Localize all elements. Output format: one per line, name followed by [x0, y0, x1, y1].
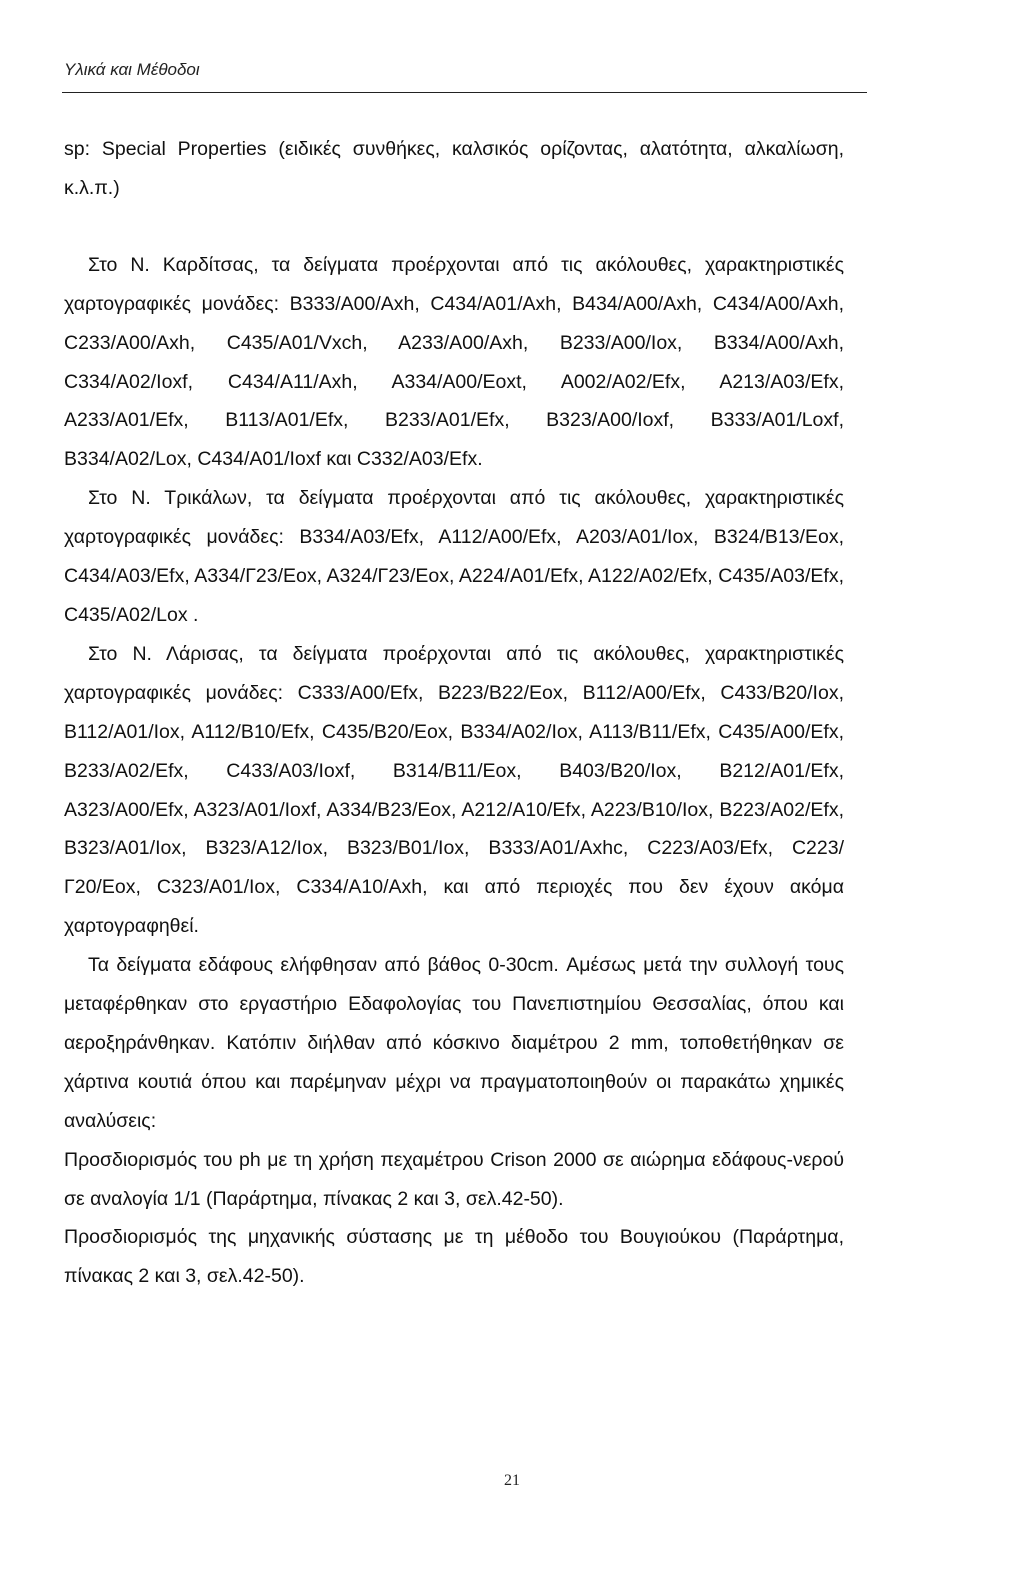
- paragraph-karditsa: Στο Ν. Καρδίτσας, τα δείγματα προέρχονται από τις ακόλουθες, χαρακτηριστικές χαρτογραφικές μονάδες: Β333/Α00/Axh, C434/A01/Axh, B434/A00/Axh, C434/A00/Axh, C233/A00/Axh, C435/A01/Vxch, A233/A00/Axh, B233/A00/Iox, B334/A00/Axh, C334/A02/Ioxf, C434/A11/Axh, A334/A00/Eoxt, A002/A02/Efx, A213/A03/Efx, A233/A01/Efx, B113/A01/Efx, B233/A01/Efx, B323/A00/Ioxf, B333/A01/Loxf, B334/A02/Lox, C434/A01/Ioxf και C332/A03/Efx.: [64, 253, 844, 471]
- paragraph-trikala: Στο Ν. Τρικάλων, τα δείγματα προέρχονται από τις ακόλουθες, χαρακτηριστικές χαρτογραφικές μονάδες: B334/A03/Efx, A112/A00/Efx, A203/A01/Iox, B324/B13/Eox, C434/A03/Efx, A334/Γ23/Eox, A324/Γ23/Eox, A224/A01/Efx, A122/A02/Efx, C435/A03/Efx, C435/A02/Lox .: [64, 487, 844, 626]
- paragraph-larisa: Στο Ν. Λάρισας, τα δείγματα προέρχονται από τις ακόλουθες, χαρακτηριστικές χαρτογραφικές μονάδες: C333/A00/Efx, B223/B22/Eox, B112/A00/Efx, C433/B20/Iox, B112/A01/Iox, A112/B10/Efx, C435/B20/Eox, B334/A02/Iox, A113/B11/Efx, C435/A00/Efx, B233/A02/Efx, C433/A03/Ioxf, B314/B11/Eox, B403/B20/Iox, B212/A01/Efx, A323/A00/Efx, A323/A01/Ioxf, A334/B23/Eox, A212/A10/Efx, A223/B10/Iox, B223/A02/Efx, B323/A01/Iox, B323/A12/Iox, B323/B01/Iox, B333/A01/Axhc, C223/A03/Efx, C223/Γ20/Eox, C323/A01/Iox, C334/A10/Axh, και από περιοχές που δεν έχουν ακόμα χαρτογραφηθεί.: [64, 642, 844, 938]
- paragraph-ph-method: Προσδιορισμός του ph με τη χρήση πεχαμέτρου Crison 2000 σε αιώρημα εδάφους-νερού σε αναλογία 1/1 (Παράρτημα, πίνακας 2 και 3, σελ.42-50).: [64, 1148, 844, 1210]
- paragraph-texture-method: Προσδιορισμός της μηχανικής σύστασης με τη μέθοδο του Βουγιούκου (Παράρτημα, πίνακας 2 και 3, σελ.42-50).: [64, 1226, 844, 1288]
- page-number: 21: [504, 1472, 520, 1489]
- paragraph-sampling: Τα δείγματα εδάφους ελήφθησαν από βάθος 0-30cm. Αμέσως μετά την συλλογή τους μεταφέρθηκαν στο εργαστήριο Εδαφολογίας του Πανεπιστημίου Θεσσαλίας, όπου και αεροξηράνθηκαν. Κατόπιν διήλθαν από κόσκινο διαμέτρου 2 mm, τοποθετήθηκαν σε χάρτινα κουτιά όπου και παρέμηναν μέχρι να πραγματοποιηθούν οι παρακάτω χημικές αναλύσεις:: [64, 954, 844, 1132]
- paragraph-sp-definition: sp: Special Properties (ειδικές συνθήκες, καλσικός ορίζοντας, αλατότητα, αλκαλίωση, κ.λ.π.): [64, 138, 844, 199]
- running-header: Υλικά και Μέθοδοι: [64, 60, 200, 79]
- header-rule: [62, 92, 867, 93]
- page-body: [64, 130, 844, 1296]
